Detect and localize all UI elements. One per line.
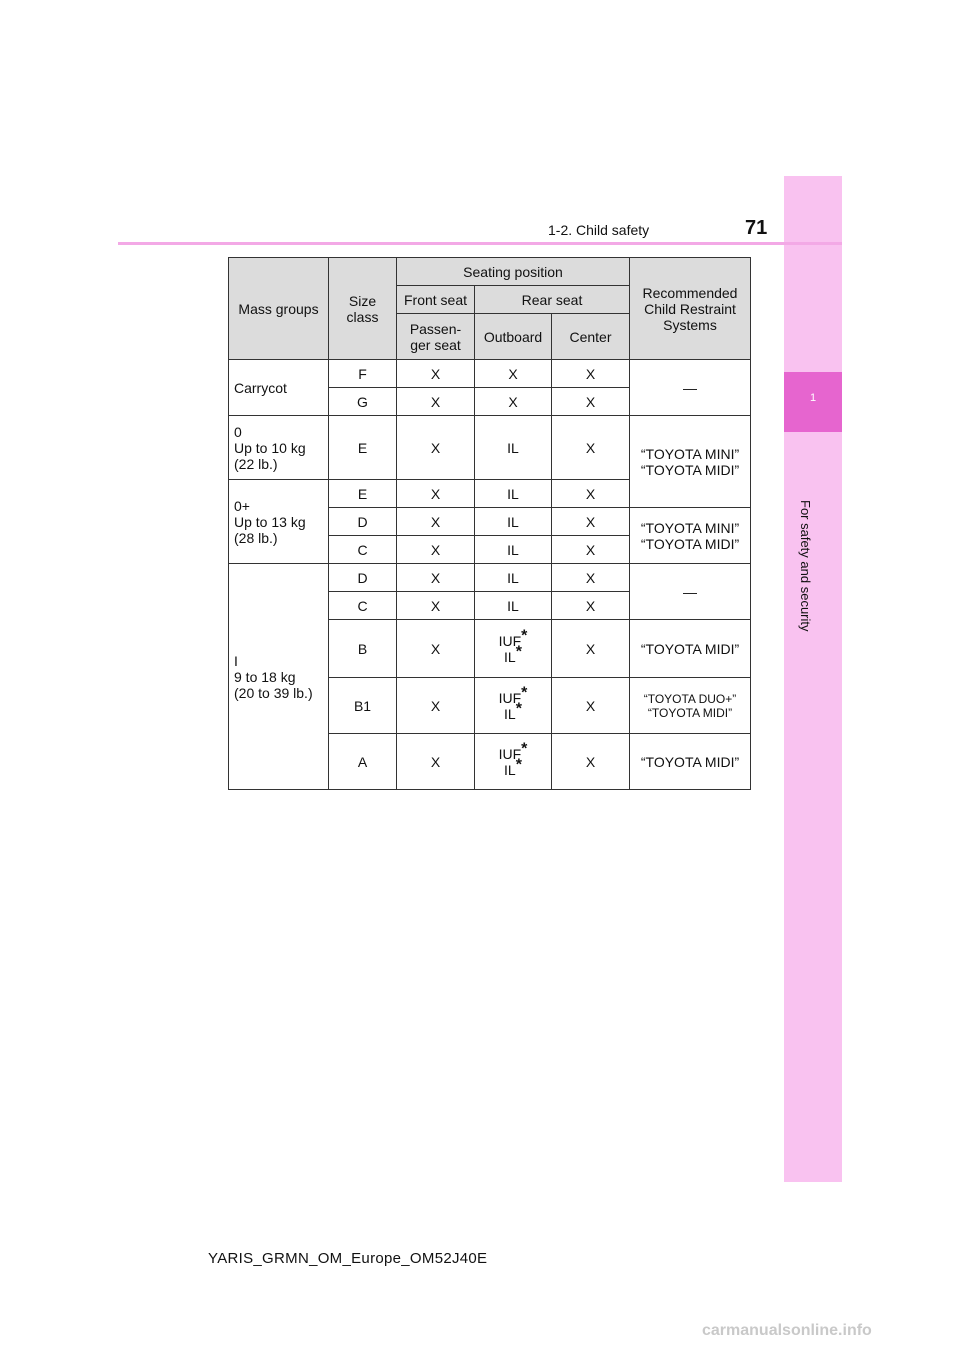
footnote-star: *: [521, 739, 528, 757]
chapter-label: For safety and security: [798, 500, 813, 632]
section-title: 1-2. Child safety: [548, 222, 650, 238]
center-cell: X: [552, 480, 630, 508]
table-row: [229, 564, 751, 592]
center-cell: X: [552, 508, 630, 536]
center-cell: X: [552, 678, 630, 734]
size-cell: E: [329, 416, 397, 480]
footnote-star: *: [515, 755, 522, 773]
outboard-cell: IL: [475, 592, 552, 620]
front-cell: X: [397, 360, 475, 388]
center-cell: X: [552, 416, 630, 480]
header-passenger-seat: Passen- ger seat: [397, 314, 475, 360]
chapter-number: 1: [809, 392, 817, 404]
front-cell: X: [397, 734, 475, 790]
header-seating-position: Seating position: [397, 258, 630, 286]
front-cell: X: [397, 416, 475, 480]
outboard-cell: IL: [475, 564, 552, 592]
footnote-star: *: [515, 699, 522, 717]
watermark: carmanualsonline.info: [702, 1322, 872, 1339]
center-cell: X: [552, 734, 630, 790]
size-cell: B1: [329, 678, 397, 734]
size-cell: A: [329, 734, 397, 790]
recommended-cell: “TOYOTA MIDI”: [630, 620, 751, 678]
size-cell: C: [329, 536, 397, 564]
recommended-cell: “TOYOTA MINI” “TOYOTA MIDI”: [630, 416, 751, 508]
outboard-cell: IUF* IL*: [475, 678, 552, 734]
size-cell: E: [329, 480, 397, 508]
footnote-star: *: [515, 642, 522, 660]
center-cell: X: [552, 564, 630, 592]
front-cell: X: [397, 536, 475, 564]
outboard-cell: IUF* IL*: [475, 620, 552, 678]
mass-group-cell: 0 Up to 10 kg (22 lb.): [229, 416, 329, 480]
front-cell: X: [397, 508, 475, 536]
center-cell: X: [552, 592, 630, 620]
size-cell: D: [329, 508, 397, 536]
header-front-seat: Front seat: [397, 286, 475, 314]
header-rule: [118, 242, 842, 245]
header-center: Center: [552, 314, 630, 360]
recommended-cell: “TOYOTA MIDI”: [630, 734, 751, 790]
center-cell: X: [552, 536, 630, 564]
recommended-cell: “TOYOTA MINI” “TOYOTA MIDI”: [630, 508, 751, 564]
outboard-cell: X: [475, 360, 552, 388]
center-cell: X: [552, 360, 630, 388]
outboard-cell: IL: [475, 508, 552, 536]
recommended-cell: —: [630, 360, 751, 416]
page-number: 71: [745, 217, 768, 239]
front-cell: X: [397, 388, 475, 416]
mass-group-cell: 0+ Up to 13 kg (28 lb.): [229, 480, 329, 564]
center-cell: X: [552, 388, 630, 416]
size-cell: B: [329, 620, 397, 678]
table-row: [229, 416, 751, 480]
outboard-cell: X: [475, 388, 552, 416]
header-rear-seat: Rear seat: [475, 286, 630, 314]
recommended-cell: “TOYOTA DUO+” “TOYOTA MIDI”: [630, 678, 751, 734]
front-cell: X: [397, 620, 475, 678]
size-cell: D: [329, 564, 397, 592]
mass-group-cell: Carrycot: [229, 360, 329, 416]
header-recommended: Recommended Child Restraint Systems: [630, 258, 751, 360]
chapter-side-tab: [784, 176, 842, 1182]
size-cell: F: [329, 360, 397, 388]
document-footer: YARIS_GRMN_OM_Europe_OM52J40E: [208, 1250, 488, 1267]
header-mass-groups: Mass groups: [229, 258, 329, 360]
size-cell: C: [329, 592, 397, 620]
size-cell: G: [329, 388, 397, 416]
footnote-star: *: [521, 626, 528, 644]
front-cell: X: [397, 592, 475, 620]
outboard-cell: IL: [475, 480, 552, 508]
recommended-cell: —: [630, 564, 751, 620]
outboard-cell: IUF* IL*: [475, 734, 552, 790]
header-outboard: Outboard: [475, 314, 552, 360]
header-size-class: Size class: [329, 258, 397, 360]
outboard-cell: IL: [475, 416, 552, 480]
mass-group-cell: I 9 to 18 kg (20 to 39 lb.): [229, 564, 329, 790]
center-cell: X: [552, 620, 630, 678]
child-restraint-table: [228, 257, 751, 790]
table-row: [229, 360, 751, 388]
outboard-cell: IL: [475, 536, 552, 564]
front-cell: X: [397, 678, 475, 734]
front-cell: X: [397, 564, 475, 592]
footnote-star: *: [521, 683, 528, 701]
front-cell: X: [397, 480, 475, 508]
